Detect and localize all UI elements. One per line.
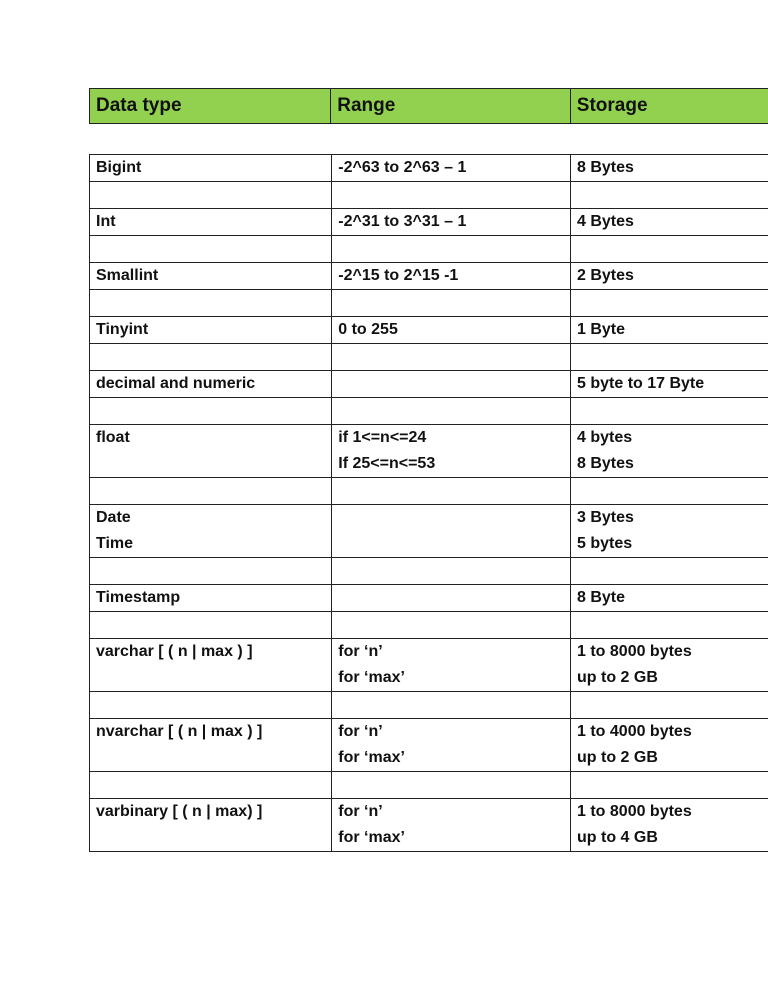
range-cell: if 1<=n<=24 [332, 425, 571, 452]
header-storage: Storage [570, 89, 768, 124]
table-row [90, 745, 768, 772]
range-cell: for ‘max’ [332, 825, 571, 852]
range-cell: for ‘max’ [332, 665, 571, 692]
table-row [90, 505, 768, 532]
range-cell: -2^15 to 2^15 -1 [332, 263, 571, 290]
header-data-type: Data type [90, 89, 331, 124]
range-cell: 0 to 255 [332, 317, 571, 344]
spacer-row [90, 612, 768, 639]
data-type-cell [90, 665, 332, 692]
data-type-cell: Tinyint [90, 317, 332, 344]
table-row [90, 585, 768, 612]
spacer-row [90, 182, 768, 209]
spacer-row [90, 398, 768, 425]
data-type-cell [90, 745, 332, 772]
storage-cell [571, 344, 768, 371]
range-cell [332, 692, 571, 719]
range-cell [332, 478, 571, 505]
spacer-row [90, 558, 768, 585]
data-type-cell: varchar [ ( n | max ) ] [90, 639, 332, 666]
data-type-cell [90, 558, 332, 585]
data-type-cell [90, 236, 332, 263]
range-cell: for ‘n’ [332, 799, 571, 826]
storage-cell: 4 bytes [571, 425, 768, 452]
storage-cell: 8 Byte [571, 585, 768, 612]
range-cell [332, 585, 571, 612]
data-type-cell [90, 692, 332, 719]
range-cell [332, 531, 571, 558]
range-cell [332, 371, 571, 398]
storage-cell [571, 772, 768, 799]
storage-cell: up to 4 GB [571, 825, 768, 852]
range-cell [332, 290, 571, 317]
data-type-cell [90, 398, 332, 425]
range-cell [332, 344, 571, 371]
data-type-cell [90, 478, 332, 505]
storage-cell: 8 Bytes [571, 451, 768, 478]
storage-cell [571, 398, 768, 425]
header-table [89, 88, 768, 124]
data-type-cell: Timestamp [90, 585, 332, 612]
data-types-body [90, 155, 768, 852]
data-type-cell: Int [90, 209, 332, 236]
range-cell [332, 182, 571, 209]
storage-cell: 5 byte to 17 Byte [571, 371, 768, 398]
data-type-cell: Bigint [90, 155, 332, 182]
storage-cell: up to 2 GB [571, 665, 768, 692]
table-row [90, 799, 768, 826]
table-row [90, 263, 768, 290]
table-row [90, 425, 768, 452]
range-cell [332, 772, 571, 799]
storage-cell [571, 182, 768, 209]
storage-cell: 5 bytes [571, 531, 768, 558]
table-row [90, 451, 768, 478]
storage-cell [571, 290, 768, 317]
storage-cell: 2 Bytes [571, 263, 768, 290]
spacer-row [90, 344, 768, 371]
storage-cell [571, 612, 768, 639]
spacer-row [90, 692, 768, 719]
storage-cell: 4 Bytes [571, 209, 768, 236]
table-row [90, 209, 768, 236]
storage-cell: 3 Bytes [571, 505, 768, 532]
header-range: Range [331, 89, 571, 124]
data-type-cell [90, 344, 332, 371]
storage-cell [571, 478, 768, 505]
data-type-cell: Smallint [90, 263, 332, 290]
range-cell: for ‘max’ [332, 745, 571, 772]
table-row [90, 531, 768, 558]
storage-cell [571, 558, 768, 585]
range-cell: -2^63 to 2^63 – 1 [332, 155, 571, 182]
data-type-cell [90, 772, 332, 799]
data-type-cell: Time [90, 531, 332, 558]
storage-cell: 8 Bytes [571, 155, 768, 182]
table-row [90, 639, 768, 666]
table-row [90, 317, 768, 344]
range-cell [332, 236, 571, 263]
range-cell: -2^31 to 3^31 – 1 [332, 209, 571, 236]
spacer-row [90, 290, 768, 317]
data-type-cell: varbinary [ ( n | max) ] [90, 799, 332, 826]
spacer-row [90, 236, 768, 263]
storage-cell: 1 Byte [571, 317, 768, 344]
storage-cell: up to 2 GB [571, 745, 768, 772]
data-type-cell [90, 825, 332, 852]
storage-cell: 1 to 8000 bytes [571, 799, 768, 826]
data-type-cell [90, 451, 332, 478]
table-row [90, 719, 768, 746]
spacer-row [90, 772, 768, 799]
storage-cell: 1 to 4000 bytes [571, 719, 768, 746]
data-type-cell: decimal and numeric [90, 371, 332, 398]
range-cell [332, 558, 571, 585]
range-cell: for ‘n’ [332, 719, 571, 746]
range-cell: for ‘n’ [332, 639, 571, 666]
data-type-cell: nvarchar [ ( n | max ) ] [90, 719, 332, 746]
data-types-table [89, 154, 768, 852]
range-cell [332, 505, 571, 532]
header-row [90, 89, 768, 124]
storage-cell [571, 692, 768, 719]
storage-cell: 1 to 8000 bytes [571, 639, 768, 666]
table-row [90, 665, 768, 692]
range-cell [332, 398, 571, 425]
table-row [90, 371, 768, 398]
data-type-cell [90, 182, 332, 209]
data-type-cell: Date [90, 505, 332, 532]
spacer-row [90, 478, 768, 505]
storage-cell [571, 236, 768, 263]
data-type-cell [90, 290, 332, 317]
table-row [90, 155, 768, 182]
range-cell [332, 612, 571, 639]
data-type-cell [90, 612, 332, 639]
data-type-cell: float [90, 425, 332, 452]
range-cell: If 25<=n<=53 [332, 451, 571, 478]
table-row [90, 825, 768, 852]
